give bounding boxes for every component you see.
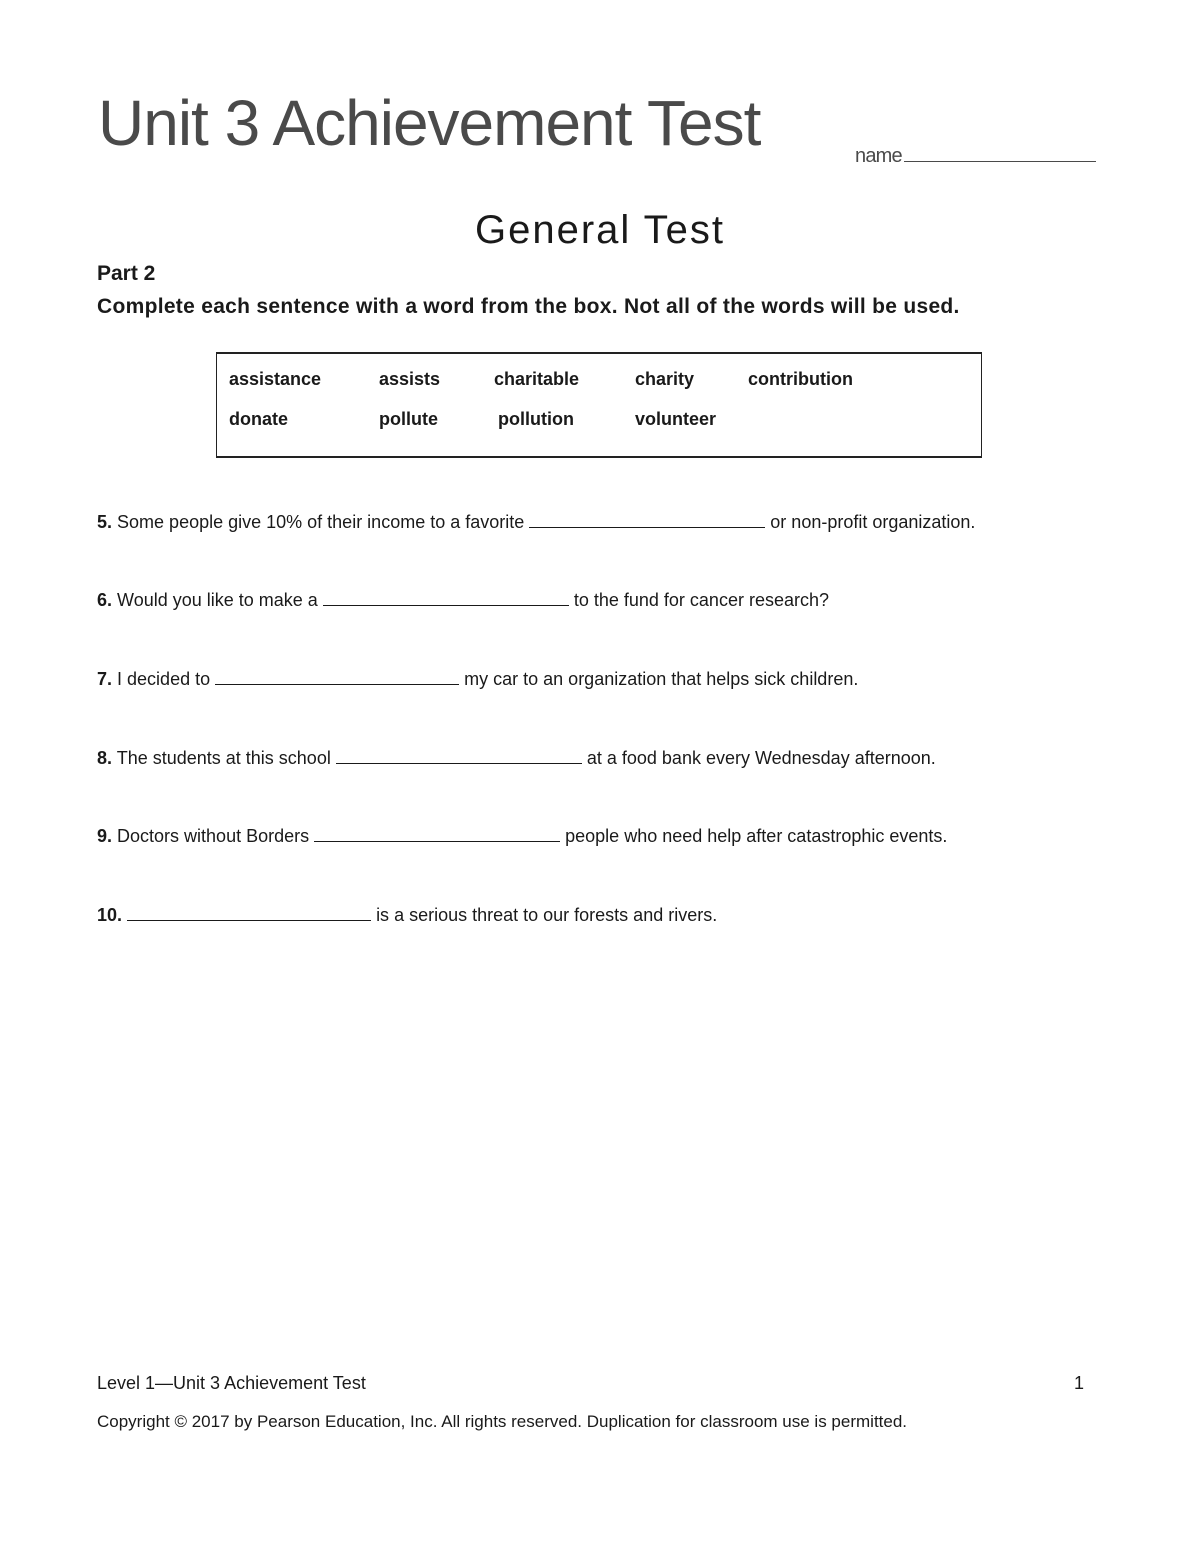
question-number: 5. xyxy=(97,512,113,532)
question-text-after: my car to an organization that helps sick children. xyxy=(464,669,859,689)
page-title: Unit 3 Achievement Test xyxy=(98,87,761,159)
page-number: 1 xyxy=(1074,1373,1085,1393)
answer-blank[interactable] xyxy=(314,825,560,842)
question-7 xyxy=(97,668,858,690)
name-blank[interactable] xyxy=(904,143,1096,162)
question-8 xyxy=(97,747,936,769)
word-box-item: assists xyxy=(379,369,441,389)
answer-blank[interactable] xyxy=(529,511,765,528)
test-subtitle: General Test xyxy=(474,208,726,252)
footer-level: Level 1—Unit 3 Achievement Test xyxy=(97,1373,366,1393)
word-box-item: volunteer xyxy=(635,409,717,429)
question-text-before: Would you like to make a xyxy=(117,590,318,610)
instructions: Complete each sentence with a word from the box. Not all of the words will be used. xyxy=(97,295,960,318)
question-text-before: I decided to xyxy=(117,669,211,689)
question-number: 9. xyxy=(97,826,113,846)
word-box-item: assistance xyxy=(229,369,322,389)
word-box xyxy=(216,352,982,458)
question-text-before: The students at this school xyxy=(116,748,331,768)
name-field[interactable] xyxy=(855,143,1096,168)
question-5 xyxy=(97,511,975,533)
question-text-after: is a serious threat to our forests and rivers. xyxy=(376,905,718,925)
question-10 xyxy=(97,904,717,926)
part-label: Part 2 xyxy=(97,262,156,285)
name-label: name xyxy=(855,145,902,167)
copyright-notice: Copyright © 2017 by Pearson Education, Inc. All rights reserved. Duplication for classroom use is permitted. xyxy=(97,1412,908,1431)
question-number: 10. xyxy=(97,905,123,925)
question-number: 7. xyxy=(97,669,113,689)
word-box-item: charitable xyxy=(494,369,580,389)
question-9 xyxy=(97,825,947,847)
word-box-item: charity xyxy=(635,369,695,389)
question-text-after: to the fund for cancer research? xyxy=(573,590,829,610)
question-6 xyxy=(97,589,829,611)
question-text-after: people who need help after catastrophic events. xyxy=(565,826,948,846)
answer-blank[interactable] xyxy=(215,668,459,685)
answer-blank[interactable] xyxy=(127,904,371,921)
word-box-item: pollute xyxy=(379,409,438,429)
word-box-item: donate xyxy=(229,409,289,429)
question-text-after: at a food bank every Wednesday afternoon. xyxy=(586,748,936,768)
question-text-before: Doctors without Borders xyxy=(117,826,310,846)
answer-blank[interactable] xyxy=(323,589,569,606)
question-text-after: or non-profit organization. xyxy=(770,512,976,532)
question-number: 6. xyxy=(97,590,113,610)
word-box-item: contribution xyxy=(748,369,853,389)
word-box-item: pollution xyxy=(498,409,574,429)
question-number: 8. xyxy=(97,748,113,768)
question-text-before: Some people give 10% of their income to a favorite xyxy=(117,512,525,532)
answer-blank[interactable] xyxy=(336,747,582,764)
